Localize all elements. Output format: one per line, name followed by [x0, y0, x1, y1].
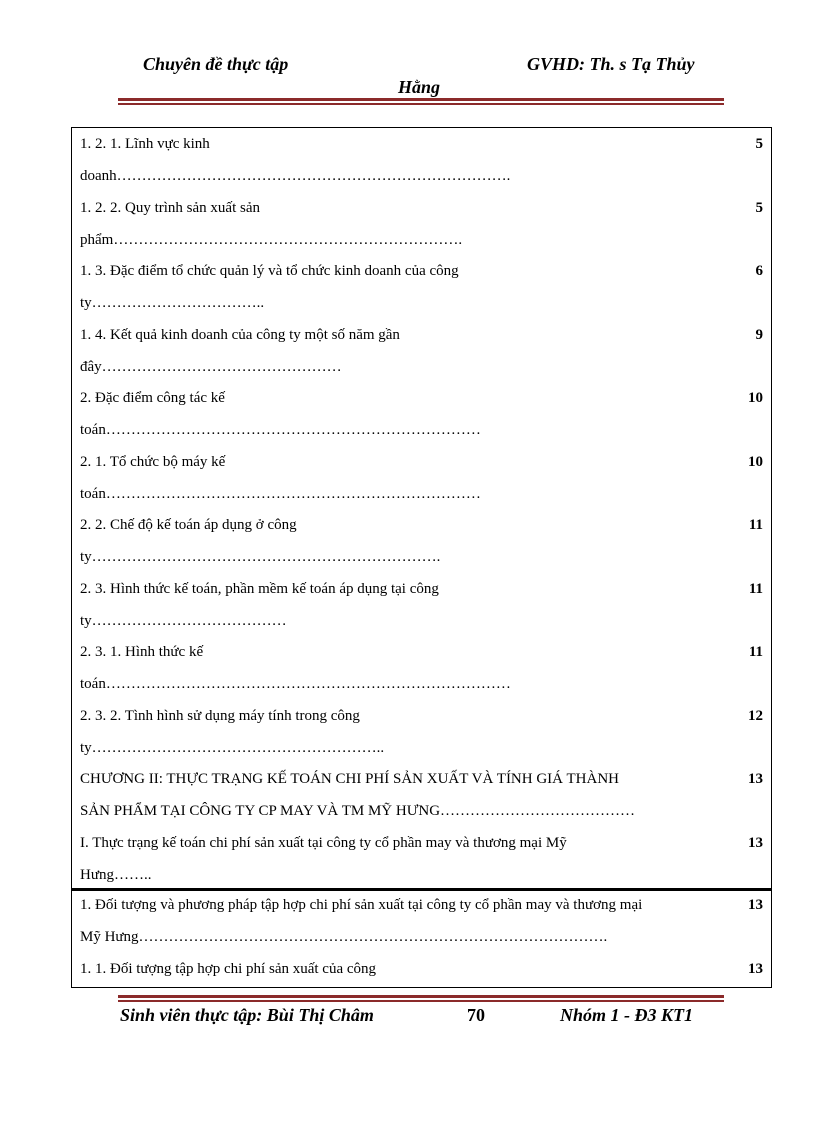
- toc-page-number: 10: [748, 390, 763, 406]
- toc-entry-leader: đây…………………………………………: [80, 358, 342, 375]
- header-rule: [118, 98, 724, 105]
- toc-entry-leader: Hưng……..: [80, 866, 152, 883]
- toc-entry-leader: ty…………………………………………………..: [80, 739, 385, 756]
- toc-entry-leader: Mỹ Hưng………………………………………………………………………………….: [80, 929, 608, 945]
- toc-entry: [80, 889, 740, 953]
- toc-entry-leader: ty…………………………………………………………….: [80, 549, 441, 565]
- toc-page-number: 13: [748, 897, 763, 913]
- toc-entry-title: 2. Đặc điểm công tác kế: [80, 390, 225, 406]
- toc-page-number: 5: [755, 136, 763, 152]
- toc-entry: [80, 319, 700, 383]
- toc-entry-title: 1. 1. Đối tượng tập hợp chi phí sản xuất của công: [80, 960, 377, 977]
- toc-entry: [80, 382, 700, 446]
- toc-entry: [80, 827, 700, 891]
- toc-entry-leader: SẢN PHẨM TẠI CÔNG TY CP MAY VÀ TM MỸ HƯNG…………………………………: [80, 803, 636, 819]
- toc-entry-title: 1. 4. Kết quả kinh doanh của công ty một số năm gần: [80, 326, 400, 343]
- toc-page-number: 13: [748, 960, 763, 977]
- toc-entry-title: CHƯƠNG II: THỰC TRẠNG KẾ TOÁN CHI PHÍ SẢN XUẤT VÀ TÍNH GIÁ THÀNH: [80, 771, 619, 787]
- toc-entry: [80, 509, 700, 573]
- toc-entry-title: 2. 3. Hình thức kế toán, phần mềm kế toán áp dụng tại công: [80, 580, 439, 597]
- toc-page-number: 11: [748, 580, 763, 597]
- toc-entry: [80, 700, 700, 764]
- toc-entry-title: 2. 1. Tổ chức bộ máy kế: [80, 453, 226, 470]
- toc-entry-leader: phẩm…………………………………………………………….: [80, 231, 463, 248]
- header-right: GVHD: Th. s Tạ Thủy: [527, 54, 695, 74]
- toc-entry-title: 2. 3. 1. Hình thức kế: [80, 644, 204, 660]
- toc-page-number: 13: [748, 834, 763, 851]
- toc-entry: [80, 128, 700, 192]
- toc-entry: [80, 573, 700, 637]
- footer-rule: [118, 995, 724, 1002]
- toc-entry-chapter: [80, 763, 730, 827]
- toc-entry-leader: toán…………………………………………………………………: [80, 422, 481, 438]
- toc-page-number: 5: [755, 199, 763, 216]
- toc-page-number: 13: [748, 771, 763, 787]
- toc-entry-leader: ty…………………………………: [80, 612, 287, 629]
- toc-box: [71, 127, 772, 889]
- toc-entry: [80, 192, 700, 256]
- toc-page-number: 6: [755, 263, 763, 279]
- toc-page-number: 9: [755, 326, 763, 343]
- toc-entry: [80, 255, 700, 319]
- toc-entry-title: 1. 2. 1. Lĩnh vực kinh: [80, 136, 210, 152]
- toc-entry-leader: ty……………………………..: [80, 295, 265, 311]
- toc-entry: [80, 953, 700, 985]
- toc-page-number: 11: [748, 644, 763, 660]
- footer-group: Nhóm 1 - Đ3 KT1: [560, 1005, 694, 1025]
- toc-entry: [80, 636, 700, 700]
- toc-entry-title: I. Thực trạng kế toán chi phí sản xuất tại công ty cổ phần may và thương mại Mỹ: [80, 834, 567, 851]
- toc-box-continued: [71, 889, 772, 988]
- toc-page-number: 10: [748, 453, 763, 470]
- toc-entry-leader: toán………………………………………………………………………: [80, 676, 511, 692]
- toc-page-number: 12: [748, 707, 763, 724]
- toc-entry-title: 1. 2. 2. Quy trình sản xuất sản: [80, 199, 260, 216]
- toc-entry-title: 1. 3. Đặc điểm tổ chức quản lý và tổ chức kinh doanh của công: [80, 263, 459, 279]
- header-right-continued: Hằng: [398, 77, 441, 97]
- toc-entry-leader: toán…………………………………………………………………: [80, 485, 481, 502]
- toc-entry-title: 2. 3. 2. Tình hình sử dụng máy tính trong công: [80, 707, 360, 724]
- toc-entry-title: 1. Đối tượng và phương pháp tập hợp chi phí sản xuất tại công ty cổ phần may và thương mại: [80, 897, 643, 913]
- toc-entry: [80, 446, 700, 510]
- toc-entry-leader: doanh…………………………………………………………………….: [80, 168, 511, 184]
- header-left: Chuyên đề thực tập: [143, 54, 289, 74]
- footer-page-number: 70: [467, 1005, 485, 1025]
- toc-page-number: 11: [748, 517, 763, 533]
- footer-student: Sinh viên thực tập: Bùi Thị Châm: [120, 1005, 374, 1025]
- toc-entry-title: 2. 2. Chế độ kế toán áp dụng ở công: [80, 517, 297, 533]
